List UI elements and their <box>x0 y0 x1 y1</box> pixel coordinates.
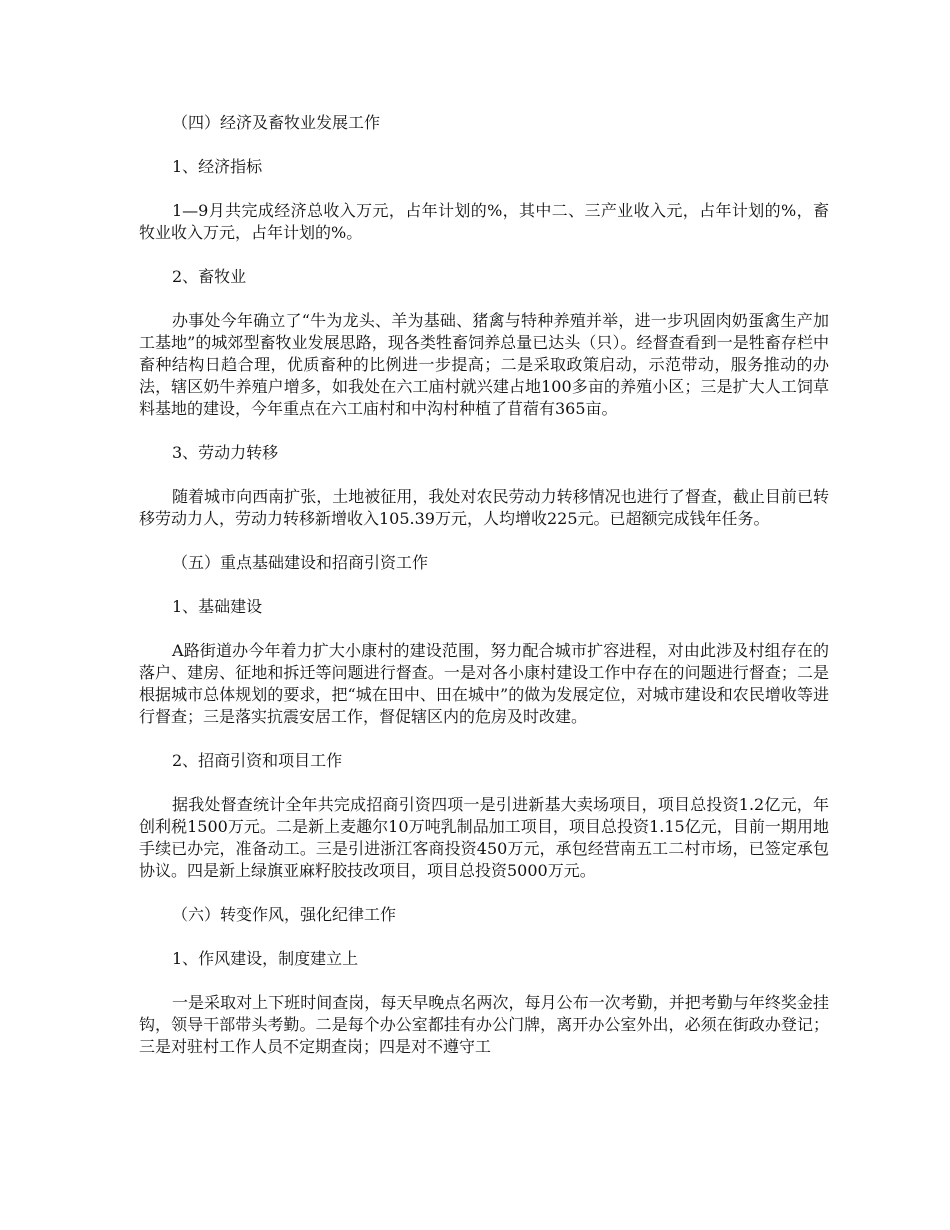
body-paragraph: 随着城市向西南扩张，土地被征用，我处对农民劳动力转移情况也进行了督查，截止目前已转移劳动力人，劳动力转移新增收入105.39万元，人均增收225元。已超额完成钱年任务。 <box>139 487 829 528</box>
subsection-heading: 1、作风建设，制度建立上 <box>172 949 359 968</box>
body-paragraph: 一是采取对上下班时间查岗，每天早晚点名两次，每月公布一次考勤，并把考勤与年终奖金挂钩，领导干部带头考勤。二是每个办公室都挂有办公门牌，离开办公室外出，必须在街政办登记；三是对驻村工作人员不定期查岗；四是对不遵守工 <box>139 993 829 1056</box>
section-heading: （四）经济及畜牧业发展工作 <box>172 113 381 132</box>
subsection-heading: 3、劳动力转移 <box>172 443 279 462</box>
section-heading: （六）转变作风，强化纪律工作 <box>172 905 397 924</box>
subsection-heading: 1、经济指标 <box>172 157 263 176</box>
section-heading: （五）重点基础建设和招商引资工作 <box>172 553 429 572</box>
subsection-heading: 2、畜牧业 <box>172 267 247 286</box>
subsection-heading: 1、基础建设 <box>172 597 263 616</box>
document-body <box>139 112 829 1058</box>
body-paragraph: 1—9月共完成经济总收入万元，占年计划的%，其中二、三产业收入元，占年计划的%，畜牧业收入万元，占年计划的%。 <box>139 201 829 242</box>
body-paragraph: A路街道办今年着力扩大小康村的建设范围，努力配合城市扩容进程，对由此涉及村组存在的落户、建房、征地和拆迁等问题进行督查。一是对各小康村建设工作中存在的问题进行督查；二是根据城市总体规划的要求，把“城在田中、田在城中”的做为发展定位，对城市建设和农民增收等进行督查；三是落实抗震安居工作，督促辖区内的危房及时改建。 <box>139 641 829 726</box>
subsection-heading: 2、招商引资和项目工作 <box>172 751 343 770</box>
body-paragraph: 办事处今年确立了“牛为龙头、羊为基础、猪禽与特种养殖并举，进一步巩固肉奶蛋禽生产加工基地”的城郊型畜牧业发展思路，现各类牲畜饲养总量已达头（只）。经督查看到一是牲畜存栏中畜种结构日趋合理，优质畜种的比例进一步提高；二是采取政策启动，示范带动，服务推动的办法，辖区奶牛养殖户增多，如我处在六工庙村就兴建占地100多亩的养殖小区；三是扩大人工饲草料基地的建设，今年重点在六工庙村和中沟村种植了苜蓿有365亩。 <box>139 311 829 418</box>
body-paragraph: 据我处督查统计全年共完成招商引资四项一是引进新基大卖场项目，项目总投资1.2亿元，年创利税1500万元。二是新上麦趣尔10万吨乳制品加工项目，项目总投资1.15亿元，目前一期用地手续已办完，准备动工。三是引进浙江客商投资450万元，承包经营南五工二村市场，已签定承包协议。四是新上绿旗亚麻籽胶技改项目，项目总投资5000万元。 <box>139 795 829 880</box>
